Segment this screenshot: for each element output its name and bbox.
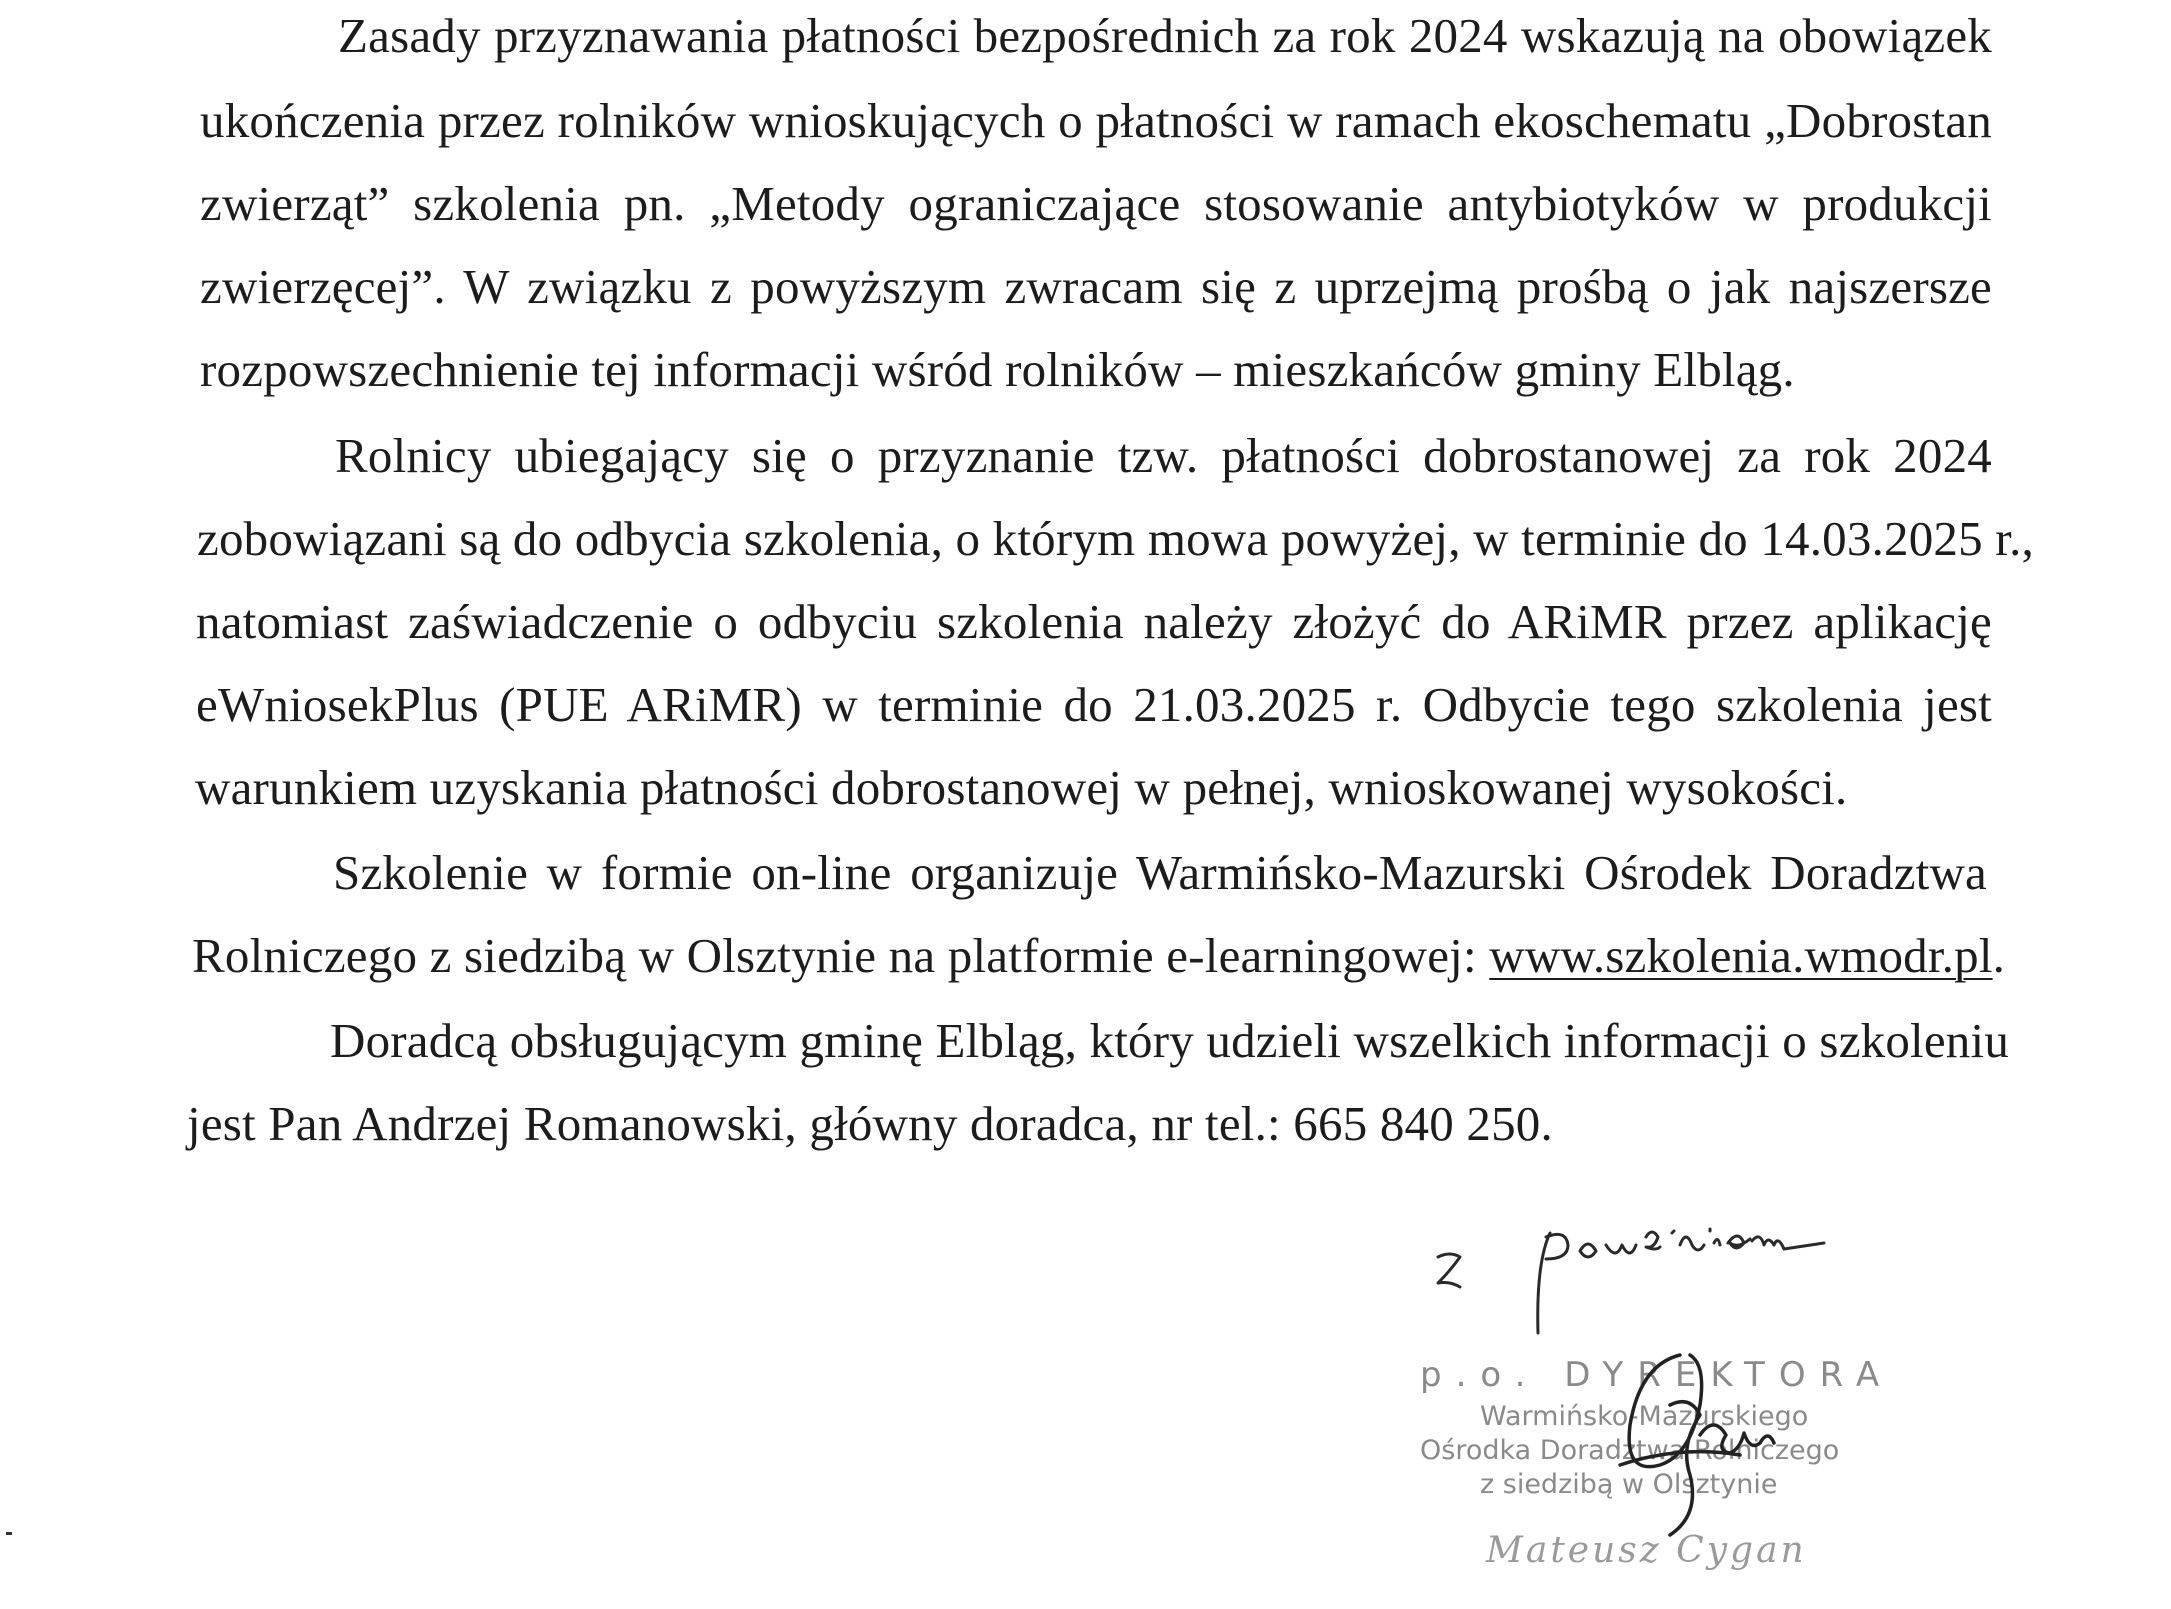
handwritten-signature <box>1560 1315 1800 1555</box>
stamp-organization-line: Warmińsko-Mazurskiego <box>1480 1401 1809 1432</box>
scan-artifact <box>6 1532 12 1535</box>
text-line: ukończenia przez rolników wnioskujących o płatności w ramach ekoschematu „Dobrostan <box>200 93 1992 148</box>
text-line: warunkiem uzyskania płatności dobrostanowej w pełnej, wnioskowanej wysokości. <box>195 760 1848 815</box>
text-line: jest Pan Andrzej Romanowski, główny doradca, nr tel.: 665 840 250. <box>187 1096 1553 1151</box>
text-line: Doradcą obsługującym gminę Elbląg, który udzieli wszelkich informacji o szkoleniu <box>330 1013 2010 1068</box>
stamp-title: p.o. DYREKTORA <box>1420 1355 1894 1395</box>
text-line: natomiast zaświadczenie o odbyciu szkolenia należy złożyć do ARiMR przez aplikację <box>196 594 1992 649</box>
link-suffix: . <box>1992 928 2006 983</box>
text-line: Zasady przyznawania płatności bezpośrednich za rok 2024 wskazują na obowiązek <box>338 8 1992 63</box>
text-line <box>192 926 2005 986</box>
text-line: eWniosekPlus (PUE ARiMR) w terminie do 21.03.2025 r. Odbycie tego szkolenia jest <box>196 677 1992 732</box>
website-link[interactable]: www.szkolenia.wmodr.pl <box>1489 928 1993 983</box>
text-line: rozpowszechnienie tej informacji wśród rolników – mieszkańców gminy Elbląg. <box>200 342 1795 397</box>
text-line: zobowiązani są do odbycia szkolenia, o którym mowa powyżej, w terminie do 14.03.2025 r., <box>197 511 2034 566</box>
signature-block <box>1380 1215 1940 1575</box>
text-line: Szkolenie w formie on-line organizuje Warmińsko-Mazurski Ośrodek Doradztwa <box>333 845 1987 900</box>
stamp-organization-line: Ośrodka Doradztwa Rolniczego <box>1420 1435 1840 1466</box>
text-line: zwierzęcej”. W związku z powyższym zwracam się z uprzejmą prośbą o jak najszersze <box>200 259 1992 314</box>
text-line-content: Rolniczego z siedzibą w Olsztynie na platformie e-learningowej: <box>192 928 1477 983</box>
text-line: Rolnicy ubiegający się o przyznanie tzw. płatności dobrostanowej za rok 2024 <box>335 428 1992 483</box>
stamp-location-line: z siedzibą w Olsztynie <box>1480 1469 1778 1500</box>
stamp-name: Mateusz Cygan <box>1486 1530 1807 1571</box>
text-line: zwierząt” szkolenia pn. „Metody ograniczające stosowanie antybiotyków w produkcji <box>200 176 1992 231</box>
